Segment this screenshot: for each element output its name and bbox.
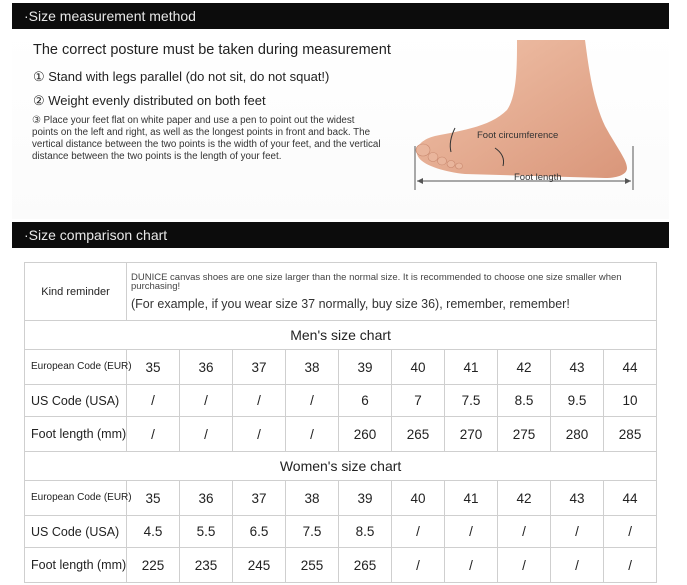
size-cell: 36 [180,350,233,385]
size-cell: / [286,417,339,452]
size-cell: / [286,385,339,417]
size-cell: / [498,516,551,548]
size-cell: 44 [604,350,657,385]
size-cell: 270 [445,417,498,452]
size-cell: 235 [180,548,233,583]
size-cell: / [551,516,604,548]
size-cell: / [127,417,180,452]
size-cell: 10 [604,385,657,417]
size-cell: / [604,548,657,583]
row-label: US Code (USA) [25,516,127,548]
size-cell: 265 [392,417,445,452]
reminder-row [25,263,657,321]
size-cell: 39 [339,481,392,516]
size-cell: / [233,385,286,417]
size-row [25,481,657,516]
size-cell: 37 [233,350,286,385]
size-cell: / [233,417,286,452]
size-row [25,516,657,548]
size-cell: 285 [604,417,657,452]
size-cell: 41 [445,350,498,385]
size-cell: / [392,516,445,548]
womens-size-rows [25,481,657,583]
size-cell: 39 [339,350,392,385]
measurement-step-3: ③ Place your feet flat on white paper and use a pen to point out the widest points on the left and right, as well as the longest points in front and back. The vertical distance between the two points is the width of your feet, and the vertical distance between the two points is the length of your feet. [32,115,381,162]
size-cell: 40 [392,350,445,385]
measurement-step-1: ① Stand with legs parallel (do not sit, do not squat!) [33,69,330,84]
size-cell: 35 [127,350,180,385]
row-label: Foot length (mm) [25,548,127,583]
section-header-measurement [12,3,669,29]
size-cell: 6.5 [233,516,286,548]
size-cell: 38 [286,350,339,385]
row-label: US Code (USA) [25,385,127,417]
size-cell: 35 [127,481,180,516]
size-cell: 260 [339,417,392,452]
reminder-label: Kind reminder [25,263,127,321]
size-cell: / [498,548,551,583]
section-header-comparison [12,222,669,248]
foot-length-label: Foot length [514,172,562,183]
reminder-cell [127,263,657,321]
measurement-headline: The correct posture must be taken during measurement [33,42,391,58]
size-cell: 43 [551,350,604,385]
size-row [25,350,657,385]
section-title: ·Size measurement method [24,8,196,24]
size-cell: 43 [551,481,604,516]
size-cell: 7.5 [445,385,498,417]
mens-chart-title: Men's size chart [25,321,657,350]
size-row [25,385,657,417]
size-cell: 225 [127,548,180,583]
womens-chart-title: Women's size chart [25,452,657,481]
size-cell: 41 [445,481,498,516]
size-cell: / [180,417,233,452]
size-cell: / [445,516,498,548]
size-cell: 44 [604,481,657,516]
size-row [25,548,657,583]
size-cell: 4.5 [127,516,180,548]
mens-title-row [25,321,657,350]
reminder-note: DUNICE canvas shoes are one size larger than the normal size. It is recommended to choose one size smaller when purchasing! [131,271,622,292]
size-cell: 8.5 [339,516,392,548]
size-cell: / [445,548,498,583]
size-cell: 42 [498,481,551,516]
section-title: ·Size comparison chart [24,227,168,243]
reminder-example: (For example, if you wear size 37 normally, buy size 36), remember, remember! [131,296,570,311]
size-row [25,417,657,452]
size-cell: 6 [339,385,392,417]
size-cell: 5.5 [180,516,233,548]
size-cell: 7 [392,385,445,417]
size-cell: 40 [392,481,445,516]
size-cell: 38 [286,481,339,516]
size-cell: / [604,516,657,548]
size-cell: 265 [339,548,392,583]
mens-size-rows [25,350,657,452]
size-cell: 8.5 [498,385,551,417]
measurement-step-2: ② Weight evenly distributed on both feet [33,93,266,108]
size-cell: / [551,548,604,583]
size-cell: 9.5 [551,385,604,417]
size-cell: / [180,385,233,417]
size-cell: / [392,548,445,583]
foot-circumference-label: Foot circumference [477,130,559,141]
row-label: European Code (EUR) [25,481,127,516]
size-cell: 255 [286,548,339,583]
size-cell: 275 [498,417,551,452]
size-cell: / [127,385,180,417]
size-cell: 245 [233,548,286,583]
size-cell: 280 [551,417,604,452]
womens-title-row [25,452,657,481]
size-cell: 36 [180,481,233,516]
size-cell: 7.5 [286,516,339,548]
size-cell: 42 [498,350,551,385]
size-cell: 37 [233,481,286,516]
size-comparison-table [24,262,657,583]
row-label: European Code (EUR) [25,350,127,385]
row-label: Foot length (mm) [25,417,127,452]
